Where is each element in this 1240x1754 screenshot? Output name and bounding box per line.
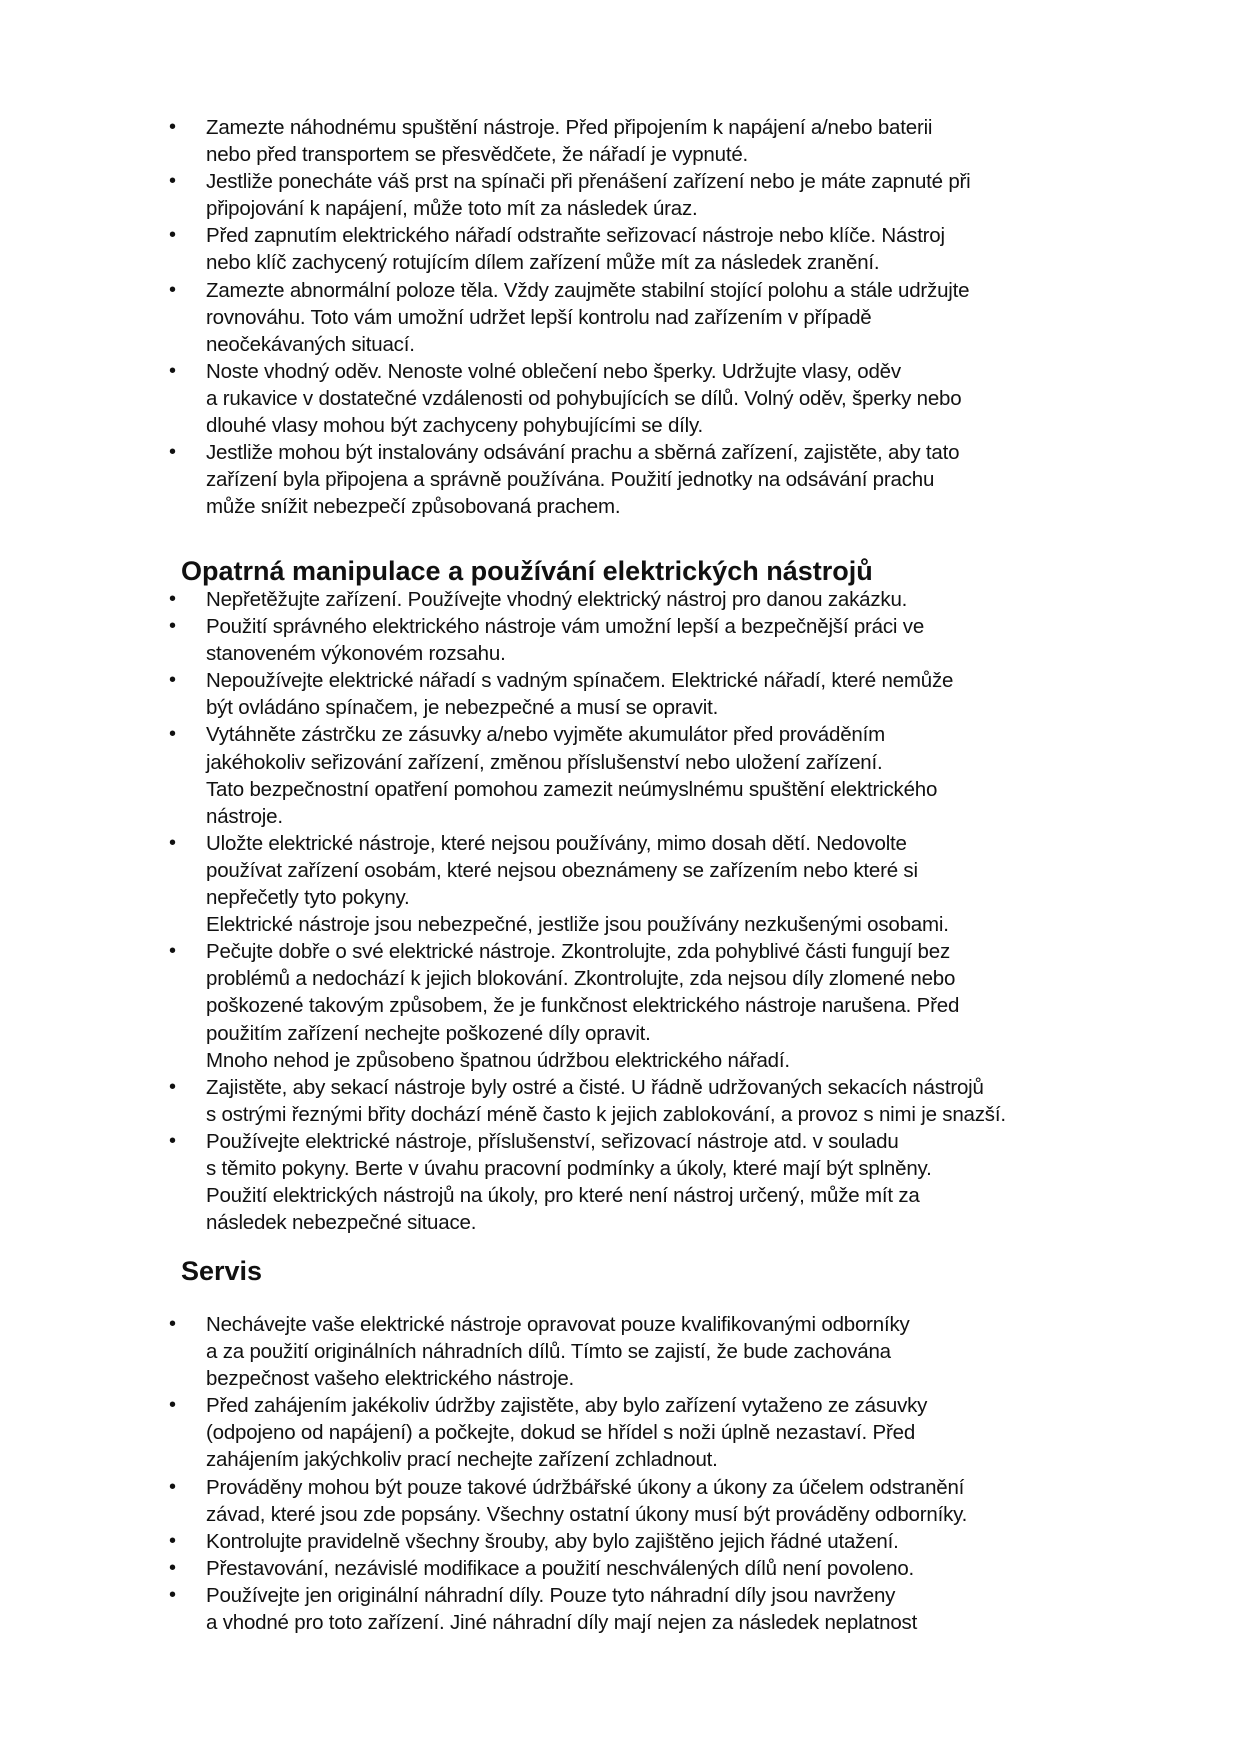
handling-list (169, 586, 1169, 1236)
text-line: následek nebezpečné situace. (206, 1211, 477, 1235)
text-line: Uložte elektrické nástroje, které nejsou používány, mimo dosah dětí. Nedovolte (206, 831, 907, 855)
section-heading-handling: Opatrná manipulace a používání elektrických nástrojů (181, 556, 873, 586)
text-line: být ovládáno spínačem, je nebezpečné a musí se opravit. (206, 696, 719, 720)
list-item (169, 721, 1169, 829)
list-item (169, 1555, 1169, 1582)
list-item (169, 222, 1169, 276)
text-line: Tato bezpečnostní opatření pomohou zamezit neúmyslnému spuštění elektrického (206, 777, 938, 801)
text-line: Zamezte abnormální poloze těla. Vždy zaujměte stabilní stojící polohu a stále udržujte (206, 278, 970, 302)
list-item (169, 1074, 1169, 1128)
text-line: a za použití originálních náhradních dílů. Tímto se zajistí, že bude zachována (206, 1340, 891, 1364)
bullet-icon: • (169, 1583, 177, 1606)
bullet-icon: • (169, 1529, 177, 1552)
text-line: s ostrými řeznými břity dochází méně často k jejich zablokování, a provoz s nimi je snazší. (206, 1102, 1006, 1126)
text-line: Prováděny mohou být pouze takové údržbářské úkony a úkony za účelem odstranění (206, 1475, 965, 1499)
text-line: nepřečetly tyto pokyny. (206, 886, 410, 910)
list-item (169, 1474, 1169, 1528)
list-item (169, 1582, 1169, 1636)
list-item (169, 938, 1169, 1073)
list-item (169, 830, 1169, 938)
service-list (169, 1311, 1169, 1636)
text-line: použitím zařízení nechejte poškozené díly opravit. (206, 1021, 651, 1045)
bullet-icon: • (169, 1075, 177, 1098)
text-line: Kontrolujte pravidelně všechny šrouby, aby bylo zajištěno jejich řádné utažení. (206, 1529, 899, 1553)
bullet-icon: • (169, 588, 177, 610)
bullet-icon: • (169, 1394, 177, 1417)
text-line: a rukavice v dostatečné vzdálenosti od pohybujících se dílů. Volný oděv, šperky nebo (206, 386, 962, 410)
bullet-icon: • (169, 224, 177, 247)
text-line: problémů a nedochází k jejich blokování. Zkontrolujte, zda nejsou díly zlomené nebo (206, 967, 956, 991)
bullet-icon: • (169, 615, 177, 638)
bullet-icon: • (169, 441, 177, 464)
text-line: Přestavování, nezávislé modifikace a použití neschválených dílů není povoleno. (206, 1556, 915, 1580)
text-line: nebo klíč zachycený rotujícím dílem zařízení může mít za následek zranění. (206, 251, 880, 275)
text-line: Používejte elektrické nástroje, příslušenství, seřizovací nástroje atd. v souladu (206, 1129, 899, 1153)
list-item (169, 277, 1169, 358)
text-line: používat zařízení osobám, které nejsou obeznámeny se zařízením nebo které si (206, 858, 918, 882)
list-item (169, 586, 1169, 613)
list-item (169, 358, 1169, 439)
section-heading-service: Servis (181, 1256, 263, 1286)
bullet-icon: • (169, 1475, 177, 1498)
text-line: nebo před transportem se přesvědčete, že nářadí je vypnuté. (206, 143, 749, 167)
text-line: závad, které jsou zde popsány. Všechny ostatní úkony musí být prováděny odborníky. (206, 1502, 968, 1526)
text-line: stanoveném výkonovém rozsahu. (206, 642, 506, 666)
safety-list (169, 114, 1169, 520)
text-line: bezpečnost vašeho elektrického nástroje. (206, 1367, 575, 1391)
text-line: Před zahájením jakékoliv údržby zajistěte, aby bylo zařízení vytaženo ze zásuvky (206, 1394, 928, 1418)
text-line: připojování k napájení, může toto mít za následek úraz. (206, 197, 698, 221)
text-line: Nepřetěžujte zařízení. Používejte vhodný elektrický nástroj pro danou zakázku. (206, 588, 908, 611)
bullet-icon: • (169, 1129, 177, 1152)
list-item (169, 613, 1169, 667)
bullet-icon: • (169, 1556, 177, 1579)
bullet-icon: • (169, 669, 177, 692)
text-line: Zamezte náhodnému spuštění nástroje. Před připojením k napájení a/nebo baterii (206, 116, 933, 139)
list-item (169, 1392, 1169, 1473)
text-line: Použití správného elektrického nástroje vám umožní lepší a bezpečnější práci ve (206, 615, 925, 639)
text-line: Nechávejte vaše elektrické nástroje opravovat pouze kvalifikovanými odborníky (206, 1313, 910, 1336)
list-item (169, 168, 1169, 222)
bullet-icon: • (169, 1313, 177, 1335)
text-line: zařízení byla připojena a správně používána. Použití jednotky na odsávání prachu (206, 468, 935, 492)
list-item (169, 1311, 1169, 1392)
text-line: Nepoužívejte elektrické nářadí s vadným spínačem. Elektrické nářadí, které nemůže (206, 669, 954, 693)
list-item (169, 667, 1169, 721)
text-line: Mnoho nehod je způsobeno špatnou údržbou elektrického nářadí. (206, 1048, 790, 1072)
bullet-icon: • (169, 278, 177, 301)
text-line: Elektrické nástroje jsou nebezpečné, jestliže jsou používány nezkušenými osobami. (206, 913, 949, 937)
bullet-icon: • (169, 940, 177, 963)
text-line: Jestliže ponecháte váš prst na spínači při přenášení zařízení nebo je máte zapnuté při (206, 170, 971, 194)
bullet-icon: • (169, 170, 177, 193)
text-line: nástroje. (206, 804, 283, 828)
text-line: Použití elektrických nástrojů na úkoly, pro které není nástroj určený, může mít za (206, 1184, 920, 1208)
text-line: rovnováhu. Toto vám umožní udržet lepší kontrolu nad zařízením v případě (206, 305, 872, 329)
text-line: (odpojeno od napájení) a počkejte, dokud se hřídel s noži úplně nezastaví. Před (206, 1421, 916, 1445)
bullet-icon: • (169, 831, 177, 854)
text-line: jakéhokoliv seřizování zařízení, změnou příslušenství nebo uložení zařízení. (206, 750, 883, 774)
text-line: a vhodné pro toto zařízení. Jiné náhradní díly mají nejen za následek neplatnost (206, 1611, 918, 1635)
text-line: Pečujte dobře o své elektrické nástroje. Zkontrolujte, zda pohyblivé části fungují bez (206, 940, 950, 964)
text-line: poškozené takovým způsobem, že je funkčnost elektrického nástroje narušena. Před (206, 994, 960, 1018)
text-line: Používejte jen originální náhradní díly. Pouze tyto náhradní díly jsou navrženy (206, 1583, 896, 1607)
text-line: může snížit nebezpečí způsobovaná prachem. (206, 495, 621, 519)
list-item (169, 1128, 1169, 1236)
bullet-icon: • (169, 116, 177, 138)
text-line: Jestliže mohou být instalovány odsávání prachu a sběrná zařízení, zajistěte, aby tato (206, 441, 960, 465)
text-line: zahájením jakýchkoliv prací nechejte zařízení zchladnout. (206, 1448, 718, 1472)
list-item (169, 114, 1169, 168)
bullet-icon: • (169, 723, 177, 746)
text-line: Vytáhněte zástrčku ze zásuvky a/nebo vyjměte akumulátor před prováděním (206, 723, 885, 747)
bullet-icon: • (169, 359, 177, 382)
text-line: neočekávaných situací. (206, 332, 415, 356)
list-item (169, 1528, 1169, 1555)
list-item (169, 439, 1169, 520)
text-line: Před zapnutím elektrického nářadí odstraňte seřizovací nástroje nebo klíče. Nástroj (206, 224, 945, 248)
text-line: s těmito pokyny. Berte v úvahu pracovní podmínky a úkoly, které mají být splněny. (206, 1156, 932, 1180)
text-line: Zajistěte, aby sekací nástroje byly ostré a čisté. U řádně udržovaných sekacích nástrojů (206, 1075, 984, 1099)
text-line: dlouhé vlasy mohou být zachyceny pohybujícími se díly. (206, 414, 704, 438)
text-line: Noste vhodný oděv. Nenoste volné oblečení nebo šperky. Udržujte vlasy, oděv (206, 359, 901, 383)
